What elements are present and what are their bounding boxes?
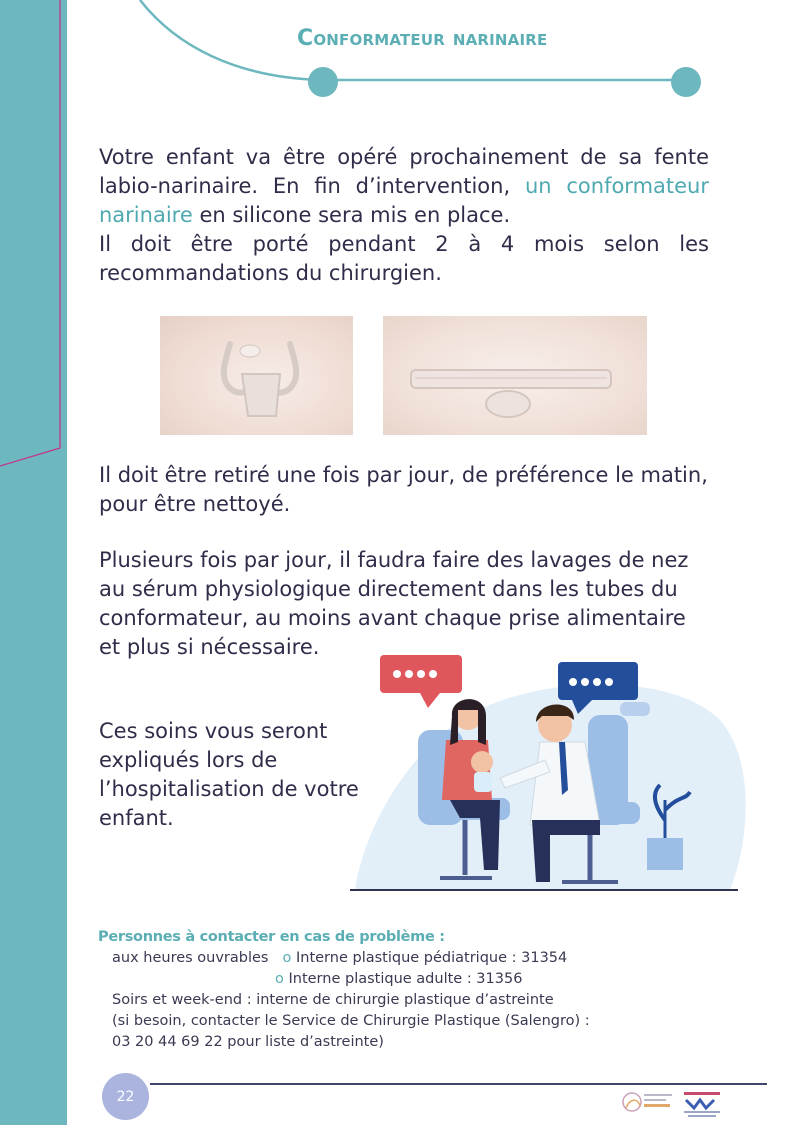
page-number: 22	[102, 1073, 149, 1120]
removal-paragraph: Il doit être retiré une fois par jour, de préférence le matin, pour être nettoyé.	[99, 463, 708, 516]
intro-text-line2: Il doit être porté pendant 2 à 4 mois selon les recommandations du chirurgien.	[99, 232, 709, 285]
hospital-logo-icon	[623, 1093, 672, 1111]
contact-evenings: Soirs et week-end : interne de chirurgie plastique d’astreinte	[112, 992, 554, 1008]
header-decoration	[0, 0, 793, 110]
contact-block	[98, 927, 590, 1053]
conformer-front-image	[160, 316, 353, 435]
contact-item-pediatric: Interne plastique pédiatrique : 31354	[295, 950, 568, 966]
header-dot-left	[308, 67, 338, 97]
intro-text-part2: en silicone sera mis en place.	[192, 203, 511, 227]
doctor-family-illustration	[350, 650, 750, 895]
contact-title: Personnes à contacter en cas de problème :	[98, 929, 445, 945]
bullet-circle-icon: o	[275, 971, 284, 987]
conformer-photo-front	[160, 316, 353, 435]
working-hours-label: aux heures ouvrables	[112, 950, 269, 966]
conformer-highlight: un conformateur narinaire	[99, 174, 709, 227]
care-paragraph: Ces soins vous seront expliqués lors de l’hospitalisation de votre enfant.	[99, 719, 359, 830]
header-dot-right	[671, 67, 701, 97]
intro-paragraph	[99, 143, 709, 288]
bullet-circle-icon: o	[282, 950, 292, 966]
conformer-side-image	[383, 316, 647, 435]
footer-divider	[150, 1083, 767, 1085]
conformer-photo-side	[383, 316, 647, 435]
washing-paragraph: Plusieurs fois par jour, il faudra faire des lavages de nez au sérum physiologique directement dans les tubes du conformateur, au moins avant chaque prise alimentaire et plus si nécessaire.	[99, 548, 689, 659]
rare-disease-logo-icon	[684, 1092, 720, 1117]
contact-phone: 03 20 44 69 22 pour liste d’astreinte)	[112, 1034, 384, 1050]
contact-adult-row	[98, 969, 590, 990]
contact-item-adult: Interne plastique adulte : 31356	[288, 971, 523, 987]
page-title: Conformateur narinaire	[297, 26, 548, 51]
contact-working-hours-row	[98, 948, 590, 969]
footer-logos	[620, 1088, 730, 1120]
contact-if-needed: (si besoin, contacter le Service de Chirurgie Plastique (Salengro) :	[112, 1013, 590, 1029]
intro-text-part1: Votre enfant va être opéré prochainement de sa fente labio-narinaire. En fin d’intervention,	[99, 145, 709, 198]
